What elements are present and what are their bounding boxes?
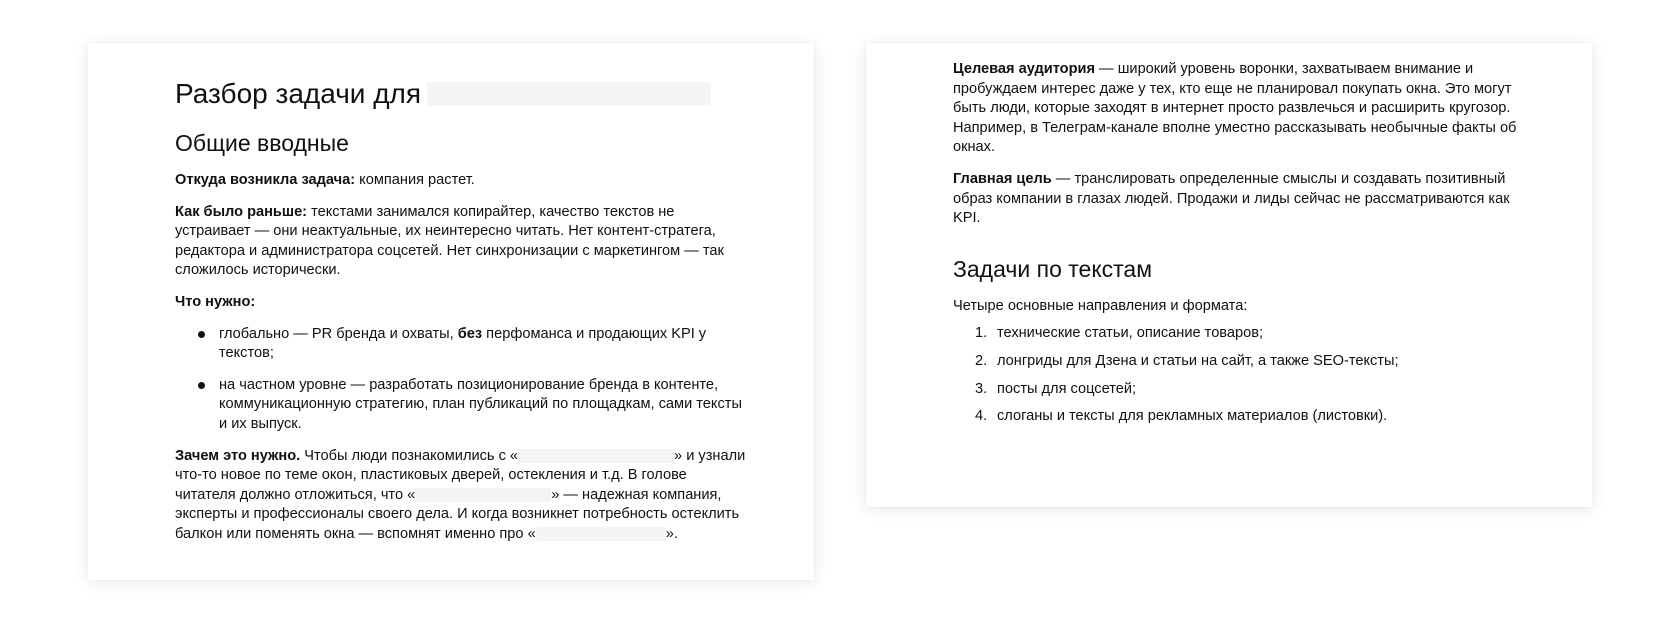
redacted-company-name (427, 82, 711, 106)
document-page-right (866, 43, 1592, 507)
tasks-intro: Четыре основные направления и формата: (953, 297, 1248, 314)
list-item: 4. слоганы и тексты для рекламных материалов (листовки). (975, 408, 1388, 425)
document-title: Разбор задачи для (175, 77, 750, 111)
list-item: 3. посты для соцсетей; (975, 380, 1137, 397)
redacted-company-name (415, 488, 551, 502)
paragraph-before: Как было раньше: текстами занимался копирайтер, качество текстов не устраивает — они неактуальные, их неинтересно читать. Нет контент-стратега, редактора и администратора соцсетей. Нет синхронизации с маркетингом — так сложилось исторически. (175, 203, 724, 279)
document-page-left (88, 43, 814, 580)
needs-list (175, 325, 750, 435)
section-heading-general: Общие вводные (175, 130, 349, 156)
redacted-company-name (518, 449, 674, 463)
paragraph-audience: Целевая аудитория — широкий уровень воронки, захватываем внимание и пробуждаем интерес даже у тех, кто еще не планировал покупать окна. Это могут быть люди, которые заходят в интернет просто развлечься и расширить кругозор. Например, в Телеграм-канале вполне уместно рассказывать необычные факты об окнах. (953, 61, 1517, 156)
paragraph-needs: Что нужно: (175, 293, 256, 310)
list-item: 2. лонгриды для Дзена и статьи на сайт, а также SEO-тексты; (975, 352, 1399, 369)
paragraph-goal: Главная цель — транслировать определенные смыслы и создавать позитивный образ компании в глазах людей. Продажи и лиды сейчас не рассматриваются как KPI. (953, 170, 1510, 227)
redacted-company-name (536, 527, 666, 541)
paragraph-origin: Откуда возникла задача: компания растет. (175, 172, 475, 188)
paragraph-why: Зачем это нужно. Чтобы люди познакомились с « » и узнали что-то новое по теме окон, пластиковых дверей, остекления и т.д. В голове читателя должно отложиться, что « » — надежная компания, эксперты и профессионалы своего дела. И когда возникнет потребность остеклить балкон или поменять окна — вспомнят именно про « ». (175, 447, 746, 542)
list-item: на частном уровне — разработать позиционирование бренда в контенте, коммуникационную стратегию, план публикаций по площадкам, сами тексты и их выпуск. (175, 376, 750, 435)
list-item: 1. технические статьи, описание товаров; (975, 325, 1264, 342)
list-item: глобально — PR бренда и охваты, без перфоманса и продающих KPI у текстов; (175, 325, 750, 364)
tasks-list (953, 324, 1528, 426)
section-heading-tasks: Задачи по текстам (953, 255, 1153, 282)
